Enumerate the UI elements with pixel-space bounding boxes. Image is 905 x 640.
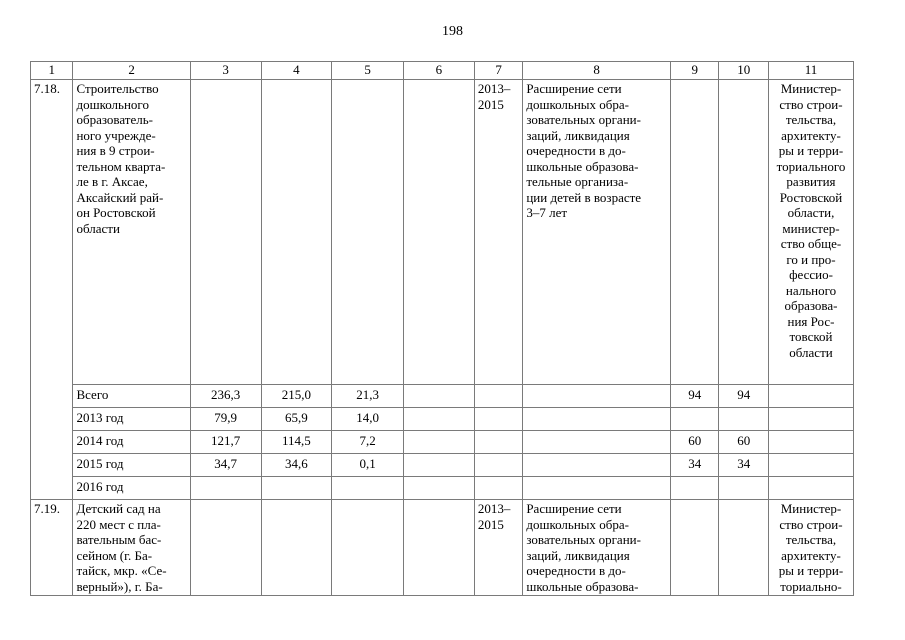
value-cell: 79,9 xyxy=(190,408,261,431)
item-code: 7.18. xyxy=(31,80,73,500)
value-cell: 34 xyxy=(719,454,769,477)
column-header: 7 xyxy=(474,62,523,80)
value-cell xyxy=(404,431,475,454)
value-cell: 34,6 xyxy=(261,454,332,477)
item-purpose: Расширение сети дошкольных обра- зовательных органи- заций, ликвидация очередности в до- школьные образова- xyxy=(523,500,671,596)
item-name: Детский сад на 220 мест с пла- вательным бас- сейном (г. Ба- тайск, мкр. «Се- верный»), г. Ба- xyxy=(73,500,190,596)
value-cell: 0,1 xyxy=(332,454,404,477)
row-label: Всего xyxy=(73,385,190,408)
value-cell xyxy=(332,477,404,500)
table-row xyxy=(31,385,854,408)
item-code: 7.19. xyxy=(31,500,73,596)
column-header: 3 xyxy=(190,62,261,80)
value-cell xyxy=(719,408,769,431)
value-cell xyxy=(190,477,261,500)
column-header: 4 xyxy=(261,62,332,80)
value-cell xyxy=(404,408,475,431)
column-header: 2 xyxy=(73,62,190,80)
row-label: 2015 год xyxy=(73,454,190,477)
column-header: 9 xyxy=(670,62,719,80)
column-number-row xyxy=(31,62,854,80)
column-header: 10 xyxy=(719,62,769,80)
item-responsible: Министер- ство строи- тельства, архитекту- ры и терри- ториально- xyxy=(768,500,853,596)
value-cell xyxy=(719,477,769,500)
value-cell xyxy=(670,408,719,431)
table-row xyxy=(31,500,854,596)
value-cell: 94 xyxy=(670,385,719,408)
value-cell: 34,7 xyxy=(190,454,261,477)
table-row xyxy=(31,431,854,454)
value-cell: 94 xyxy=(719,385,769,408)
row-label: 2014 год xyxy=(73,431,190,454)
table-row xyxy=(31,408,854,431)
column-header: 1 xyxy=(31,62,73,80)
row-label: 2013 год xyxy=(73,408,190,431)
table-row xyxy=(31,477,854,500)
item-period: 2013– 2015 xyxy=(474,500,523,596)
item-name: Строительство дошкольного образователь- ного учрежде- ния в 9 строи- тельном кварта- ле в г. Аксае, Аксайский рай- он Ростовской области xyxy=(73,80,190,385)
table-row xyxy=(31,80,854,385)
value-cell: 34 xyxy=(670,454,719,477)
value-cell: 21,3 xyxy=(332,385,404,408)
value-cell: 215,0 xyxy=(261,385,332,408)
value-cell xyxy=(261,477,332,500)
value-cell: 114,5 xyxy=(261,431,332,454)
value-cell: 121,7 xyxy=(190,431,261,454)
value-cell: 14,0 xyxy=(332,408,404,431)
value-cell: 60 xyxy=(670,431,719,454)
value-cell: 7,2 xyxy=(332,431,404,454)
column-header: 11 xyxy=(768,62,853,80)
value-cell xyxy=(404,454,475,477)
column-header: 5 xyxy=(332,62,404,80)
column-header: 8 xyxy=(523,62,671,80)
value-cell xyxy=(404,477,475,500)
value-cell: 236,3 xyxy=(190,385,261,408)
table-row xyxy=(31,454,854,477)
item-purpose: Расширение сети дошкольных обра- зовательных органи- заций, ликвидация очередности в до- школьные образова- тельные организа- ции детей в возрасте 3–7 лет xyxy=(523,80,671,385)
column-header: 6 xyxy=(404,62,475,80)
program-table xyxy=(30,61,854,596)
value-cell: 65,9 xyxy=(261,408,332,431)
value-cell xyxy=(670,477,719,500)
page-number: 198 xyxy=(442,24,463,39)
value-cell: 60 xyxy=(719,431,769,454)
value-cell xyxy=(404,385,475,408)
item-responsible: Министер- ство строи- тельства, архитекту- ры и терри- ториального развития Ростовской области, министер- ство обще- го и про- фессио- нального образова- ния Рос- товской области xyxy=(768,80,853,385)
row-label: 2016 год xyxy=(73,477,190,500)
item-period: 2013– 2015 xyxy=(474,80,523,385)
